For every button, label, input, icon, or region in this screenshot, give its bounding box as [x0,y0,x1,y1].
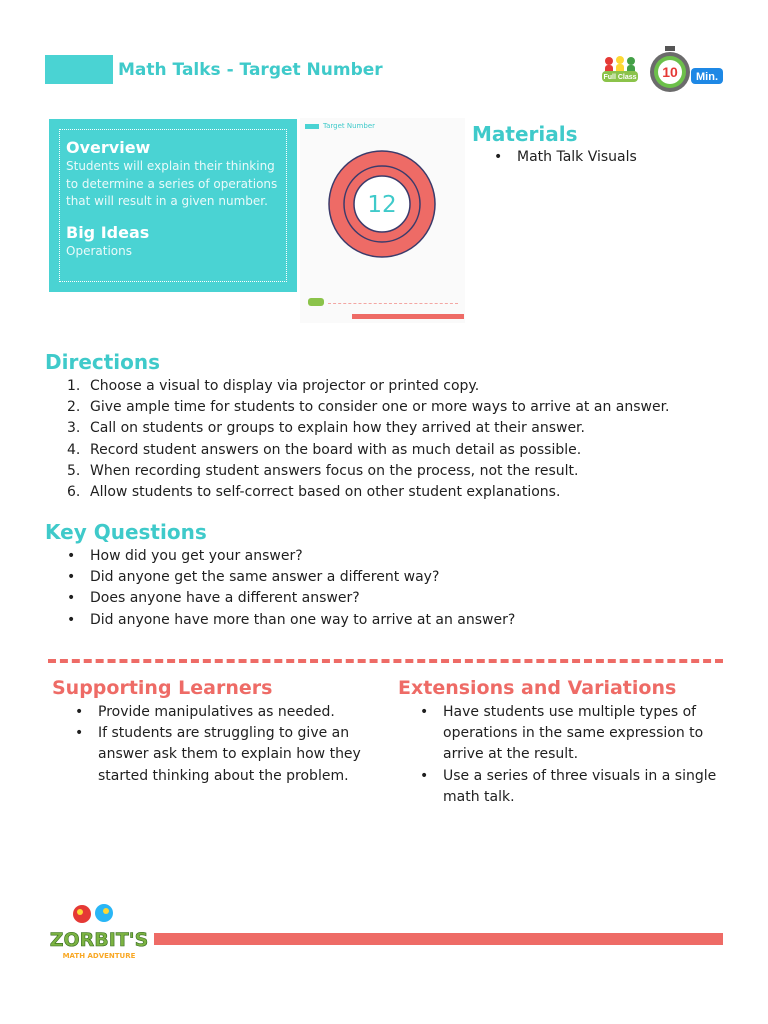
full-class-label: Full Class [603,74,637,81]
extensions-heading: Extensions and Variations [398,677,677,699]
visual-dash-line [328,303,458,304]
list-item: • Use a series of three visuals in a single math talk. [420,766,720,808]
list-item: • Did anyone get the same answer a different way? [67,567,515,588]
extensions-list [420,702,720,808]
list-text: Give ample time for students to consider one or more ways to arrive at an answer. [90,399,670,416]
big-ideas-heading: Big Ideas [66,222,150,242]
materials-heading: Materials [472,122,578,146]
materials-list [494,147,637,167]
list-item: • Does anyone have a different answer? [67,588,515,609]
visual-tag [305,124,319,129]
list-item [67,440,670,461]
list-number: 1. [67,378,81,394]
list-item [67,418,670,439]
logo-subtext: MATH ADVENTURE [62,952,136,960]
list-item: • How did you get your answer? [67,546,515,567]
timer-unit: Min. [696,71,718,83]
overview-panel [49,119,297,292]
full-class-icon [601,55,639,87]
supporting-learners-heading: Supporting Learners [52,677,273,699]
list-item [67,482,670,503]
list-text: Record student answers on the board with as much detail as possible. [90,441,582,458]
list-number: 4. [67,441,81,458]
list-text: When recording student answers focus on the process, not the result. [90,462,579,479]
logo-text: ZORBIT'S [49,929,149,951]
list-item: • Have students use multiple types of operations in the same expression to arrive at the result. [420,702,720,766]
timer-icon [647,46,725,94]
directions-heading: Directions [45,350,161,374]
list-text: Choose a visual to display via projector or printed copy. [90,378,480,394]
overview-heading: Overview [66,138,151,157]
list-number: 2. [67,399,81,416]
list-text: Allow students to self-correct based on other student explanations. [90,484,561,501]
list-number: 3. [67,420,81,437]
visual-footer-bar [352,314,464,319]
overview-text: Students will explain their thinking to determine a series of operations that will result in a given number. [66,159,278,208]
list-item [67,461,670,482]
visual-label: Target Number [323,122,376,130]
zorbits-logo [44,900,154,966]
list-item [67,376,670,397]
footer-bar [154,933,723,945]
list-item: • If students are struggling to give an answer ask them to explain how they started thinking about the problem. [75,723,370,787]
timer-number: 10 [662,64,678,80]
supporting-learners-list [75,702,370,787]
header-color-block [45,55,113,84]
mini-logo-icon [308,298,324,306]
key-questions-list [67,546,515,631]
page-title: Math Talks - Target Number [118,60,383,80]
list-number: 5. [67,462,81,479]
target-ring-graphic [327,146,437,261]
list-item: • Did anyone have more than one way to arrive at an answer? [67,610,515,631]
list-item: • Provide manipulatives as needed. [75,702,370,723]
list-item [67,397,670,418]
section-divider [48,659,723,663]
big-ideas-text: Operations [66,243,132,258]
key-questions-heading: Key Questions [45,520,207,544]
directions-list [67,376,670,503]
list-item: • Math Talk Visuals [494,147,637,167]
target-number-visual [300,118,465,323]
target-value: 12 [367,192,397,218]
list-number: 6. [67,484,81,501]
list-text: Call on students or groups to explain how they arrived at their answer. [90,420,585,437]
